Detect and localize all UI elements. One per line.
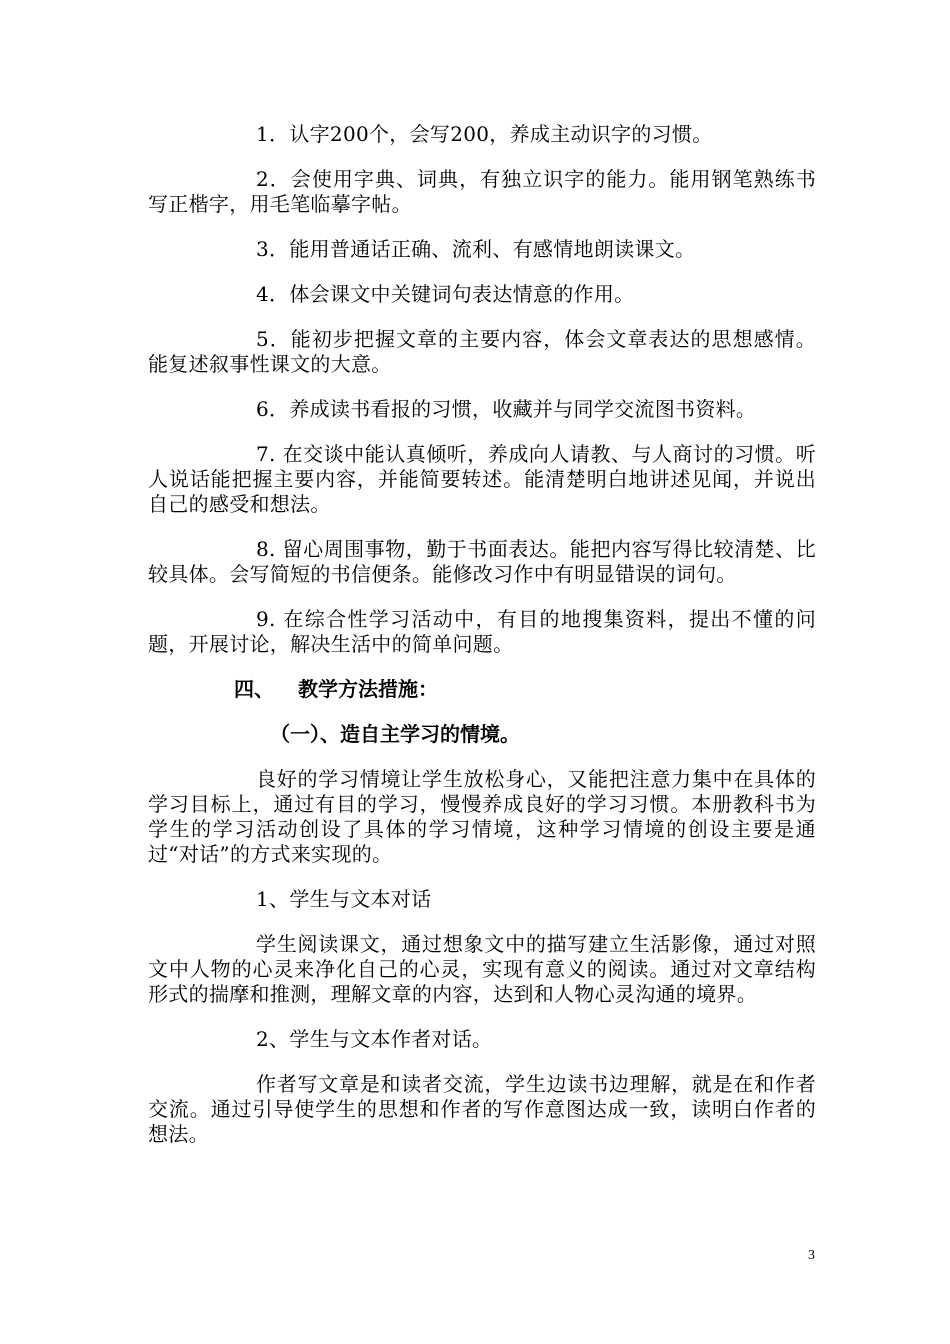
page-content <box>148 122 816 1167</box>
goal-item-5: 5．能初步把握文章的主要内容，体会文章表达的思想感情。能复述叙事性课文的大意。 <box>148 327 816 376</box>
goal-item-9: 9. 在综合性学习活动中，有目的地搜集资料，提出不懂的问题，开展讨论，解决生活中的简单问题。 <box>148 607 816 656</box>
section-number: 四、 <box>234 677 274 701</box>
goal-item-4: 4．体会课文中关键词句表达情意的作用。 <box>256 282 635 306</box>
goal-item-1: 1．认字200个，会写200，养成主动识字的习惯。 <box>256 122 713 146</box>
goal-item-2: 2．会使用字典、词典，有独立识字的能力。能用钢笔熟练书写正楷字，用毛笔临摹字帖。 <box>148 167 816 216</box>
method-subheading-2: 2、学生与文本作者对话。 <box>256 1027 493 1051</box>
goal-item-3: 3．能用普通话正确、流利、有感情地朗读课文。 <box>256 237 696 261</box>
method-paragraph-intro: 良好的学习情境让学生放松身心，又能把注意力集中在具体的学习目标上，通过有目的学习，慢慢养成良好的学习习惯。本册教科书为学生的学习活动创设了具体的学习情境，这种学习情境的创设主要是通过“对话”的方式来实现的。 <box>148 767 816 866</box>
page-number: 3 <box>808 1248 815 1263</box>
method-paragraph-2: 作者写文章是和读者交流，学生边读书边理解，就是在和作者交流。通过引导使学生的思想和作者的写作意图达成一致，读明白作者的想法。 <box>148 1072 816 1146</box>
goal-item-6: 6．养成读书看报的习惯，收藏并与同学交流图书资料。 <box>256 397 757 421</box>
section-heading-four <box>234 677 816 702</box>
method-paragraph-1: 学生阅读课文，通过想象文中的描写建立生活影像，通过对照文中人物的心灵来净化自己的心灵，实现有意义的阅读。通过对文章结构形式的揣摩和推测，理解文章的内容，达到和人物心灵沟通的境界。 <box>148 932 816 1006</box>
goal-item-7: 7. 在交谈中能认真倾听，养成向人请教、与人商讨的习惯。听人说话能把握主要内容，并能简要转述。能清楚明白地讲述见闻，并说出自己的感受和想法。 <box>148 442 816 516</box>
method-subheading-1: 1、学生与文本对话 <box>256 887 432 911</box>
subsection-heading: （一）、造自主学习的情境。 <box>270 722 520 746</box>
section-title: 教学方法措施： <box>298 677 438 701</box>
goal-item-8: 8. 留心周围事物，勤于书面表达。能把内容写得比较清楚、比较具体。会写简短的书信便条。能修改习作中有明显错误的词句。 <box>148 537 816 586</box>
